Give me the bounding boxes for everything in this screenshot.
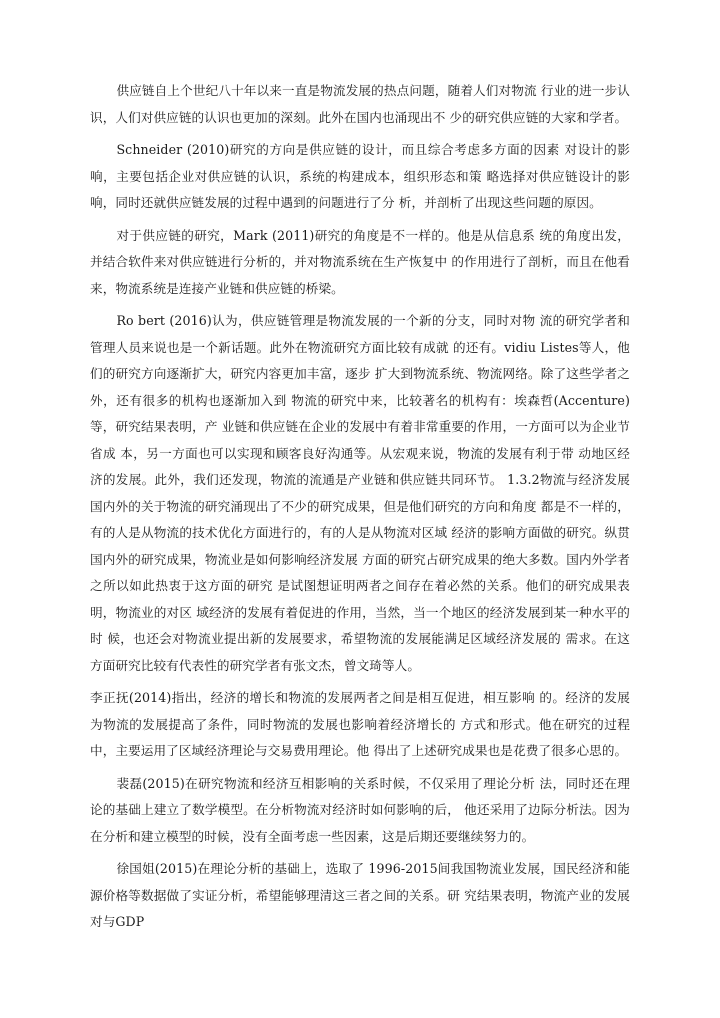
paragraph-schneider: Schneider (2010)研究的方向是供应链的设计，而且综合考虑多方面的因素 对设计的影响，主要包括企业对供应链的认识，系统的构建成本，组织形态和策 略选择对供应链设计的影响，同时还就供应链发展的过程中遇到的问题进行了分 析，并剖析了出现这些问题的原因。 (90, 142, 630, 210)
paragraph-supply-chain-intro: 供应链自上个世纪八十年以来一直是物流发展的热点问题，随着人们对物流 行业的进一步认识，人们对供应链的认识也更加的深刻。此外在国内也涌现出不 少的研究供应链的大家和学者。 (90, 83, 630, 125)
paragraph-robert: Ro bert (2016)认为，供应链管理是物流发展的一个新的分支，同时对物 流的研究学者和管理人员来说也是一个新话题。此外在物流研究方面比较有成就 的还有。vidiu Listes等人，他们的研究方向逐渐扩大，研究内容更加丰富，逐步 扩大到物流系统、物流网络。除了这些学者之外，还有很多的机构也逐渐加入到 物流的研究中来，比较著名的机构有：埃森哲(Accenture)等，研究结果表明，产 业链和供应链在企业的发展中有着非常重要的作用，一方面可以为企业节省成 本，另一方面也可以实现和顾客良好沟通等。从宏观来说，物流的发展有利于带 动地区经济的发展。此外，我们还发现，物流的流通是产业链和供应链共同环节。 1.3.2物流与经济发展 国内外的关于物流的研究涌现出了不少的研究成果，但是他们研究的方向和角度 都是不一样的，有的人是从物流的技术优化方面进行的，有的人是从物流对区域 经济的影响方面做的研究。纵贯国内外的研究成果，物流业是如何影响经济发展 方面的研究占研究成果的绝大多数。国内外学者之所以如此热衷于这方面的研究 是试图想证明两者之间存在着必然的关系。他们的研究成果表明，物流业的对区 域经济的发展有着促进的作用，当然，当一个地区的经济发展到某一种水平的时 候，也还会对物流业提出新的发展要求，希望物流的发展能满足区域经济发展的 需求。在这方面研究比较有代表性的研究学者有张文杰，曾文琦等人。 (90, 313, 630, 673)
document-page (90, 78, 630, 942)
paragraph-li-zhengfu: 李正抚(2014)指出，经济的增长和物流的发展两者之间是相互促进，相互影响 的。经济的发展为物流的发展提高了条件，同时物流的发展也影响着经济增长的 方式和形式。他在研究的过程中，主要运用了区域经济理论与交易费用理论。他 得出了上述研究成果也是花费了很多心思的。 (90, 690, 630, 758)
paragraph-pei-lei: 裴磊(2015)在研究物流和经济互相影响的关系时候，不仅采用了理论分析 法，同时还在理论的基础上建立了数学模型。在分析物流对经济时如何影响的后， 他还采用了边际分析法。因为在分析和建立模型的时候，没有全面考虑一些因素，这是后期还要继续努力的。 (90, 775, 630, 844)
paragraph-xu-guojie: 徐国姐(2015)在理论分析的基础上，选取了 1996-2015间我国物流业发展，国民经济和能源价格等数据做了实证分析，希望能够理清这三者之间的关系。研 究结果表明，物流产业的发展对与GDP (90, 861, 630, 929)
paragraph-mark: 对于供应链的研究，Mark (2011)研究的角度是不一样的。他是从信息系 统的角度出发，并结合软件来对供应链进行分析的，并对物流系统在生产恢复中 的作用进行了剖析，而且在他看来，物流系统是连接产业链和供应链的桥梁。 (90, 227, 630, 296)
